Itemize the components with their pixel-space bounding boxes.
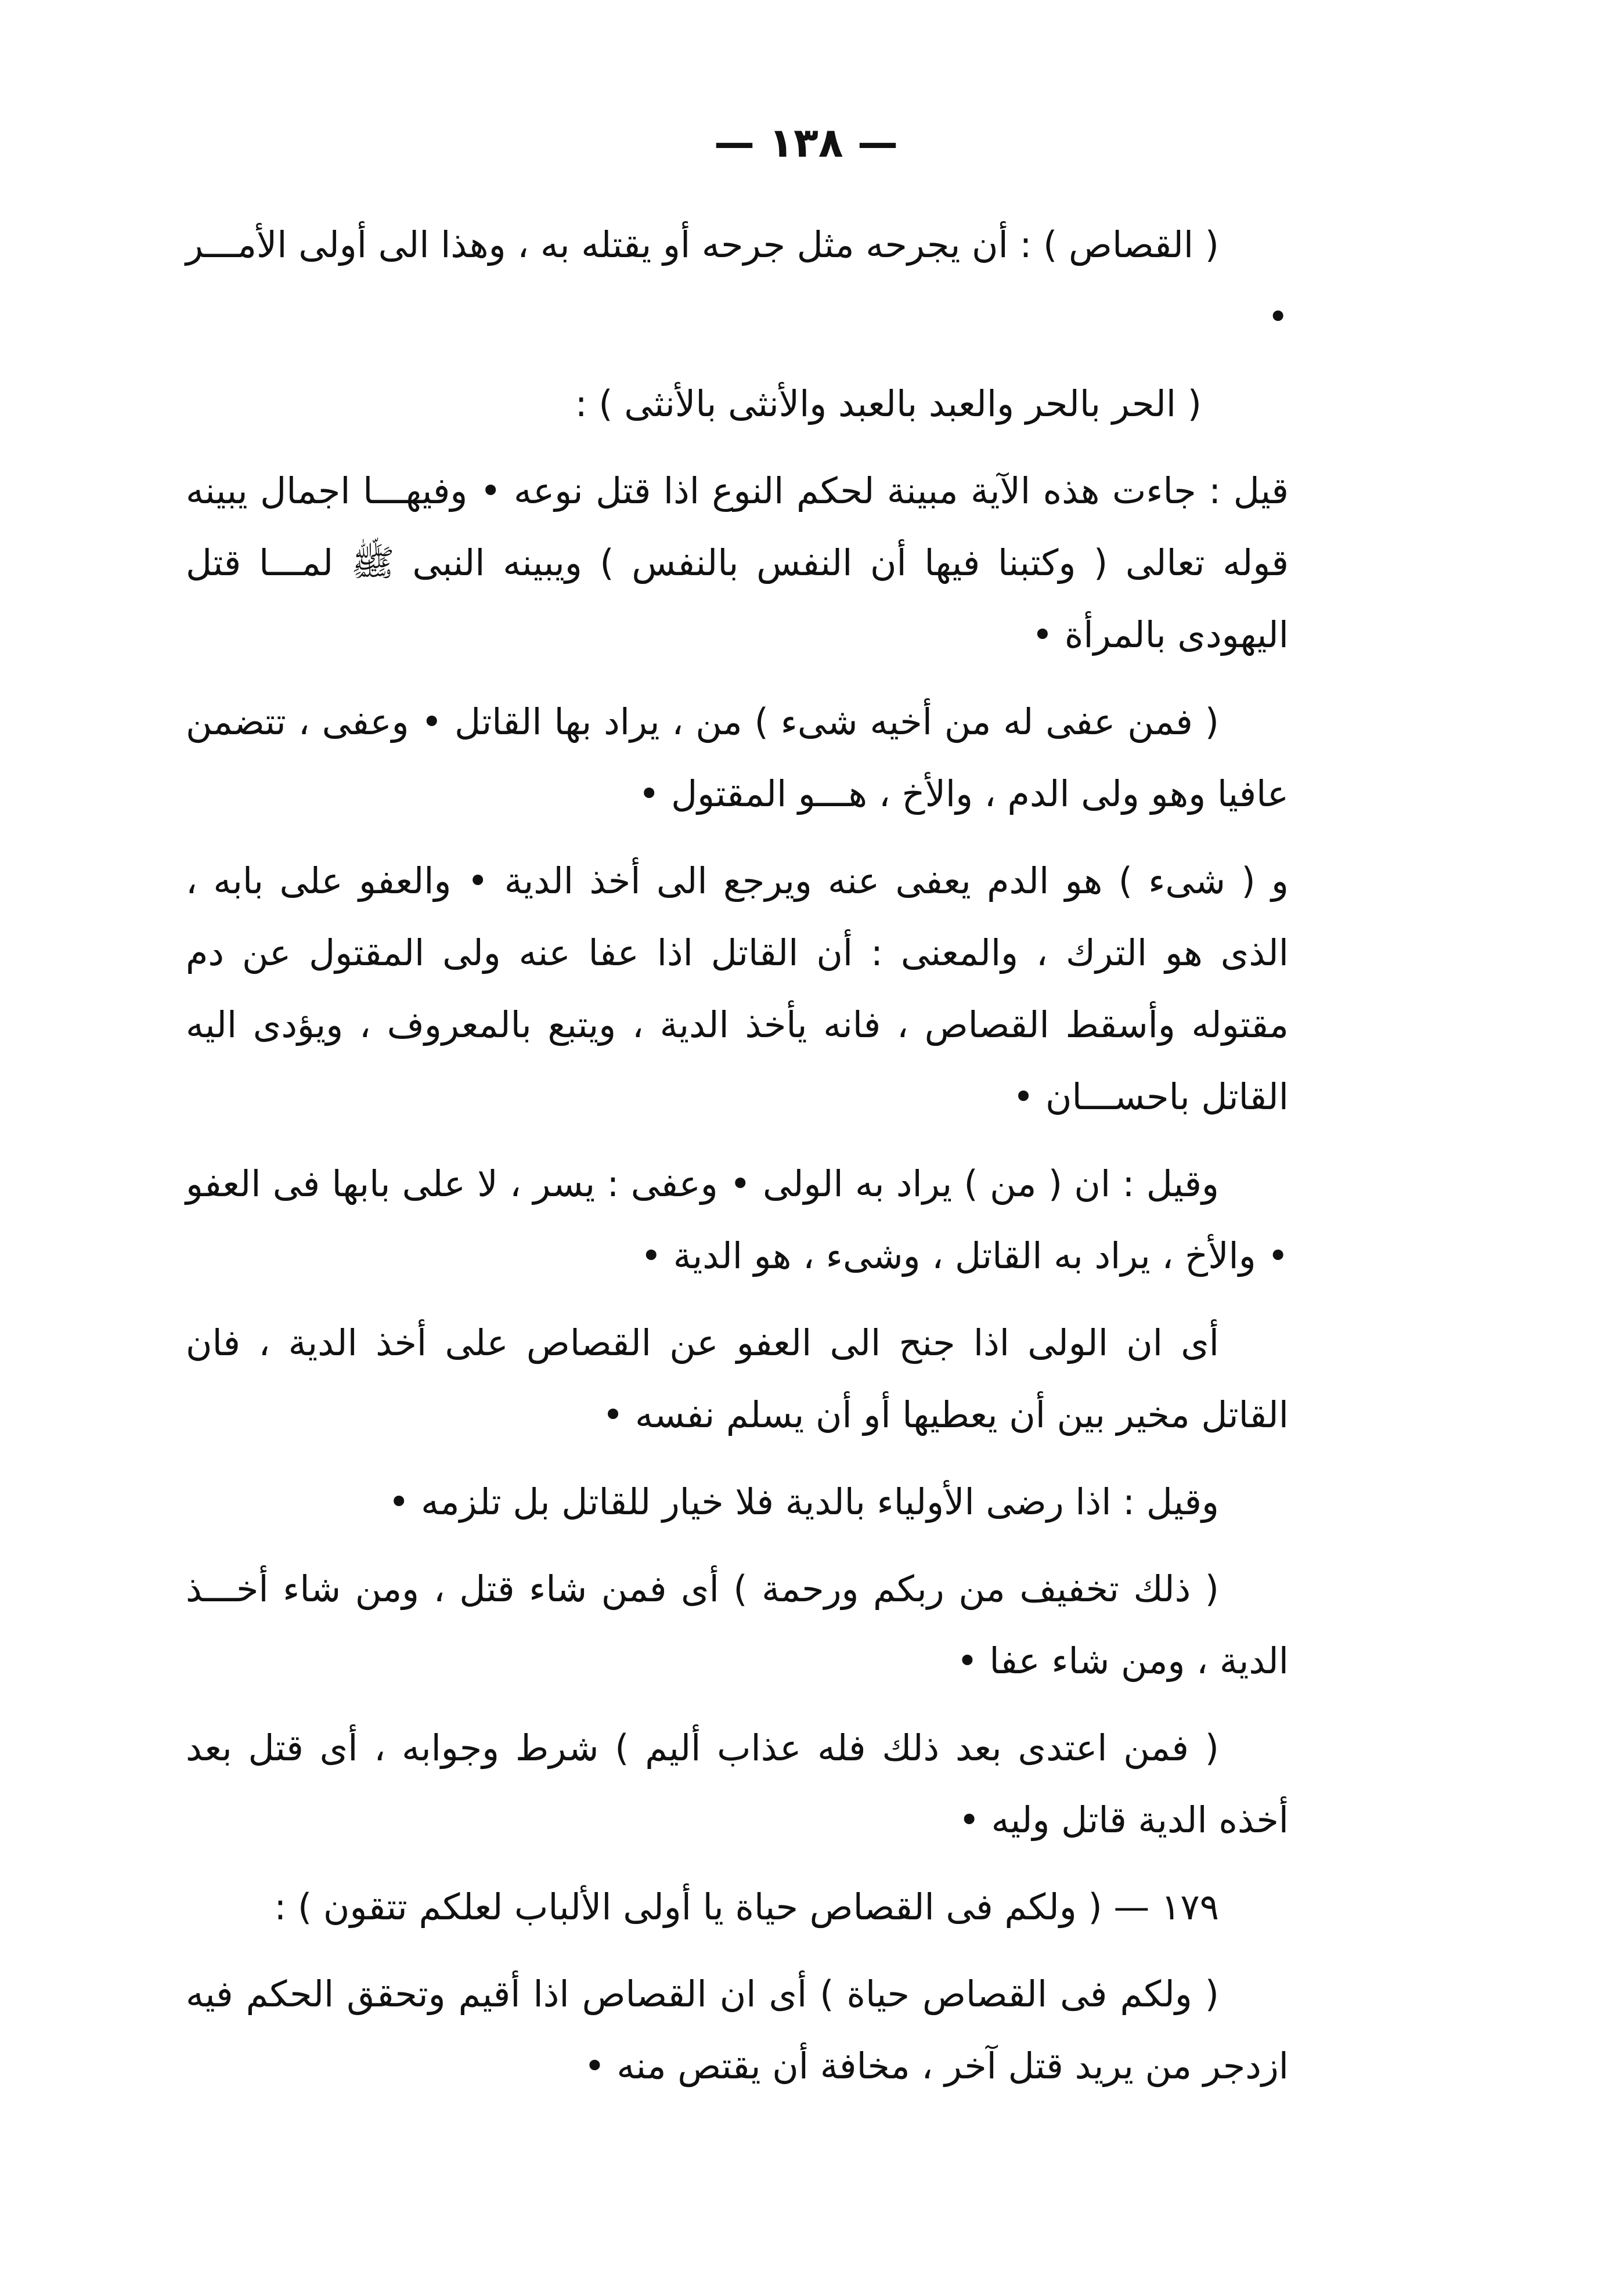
paragraph-qisas-definition: ( القصاص ) : أن يجرحه مثل جرحه أو يقتله به ، وهذا الى أولى الأمـــر •: [186, 223, 1289, 338]
paragraph-verse-explanation: قيل : جاءت هذه الآية مبينة لحكم النوع اذا قتل نوعه • وفيهـــا اجمال يبينه قوله تعالى ( وكتبنا فيها أن النفس بالنفس ) ويبينه النبى ﷺ لمـــا قتل اليهودى بالمرأة •: [186, 470, 1289, 656]
paragraph-verse-179: ١٧٩ — ( ولكم فى القصاص حياة يا أولى الألباب لعلكم تتقون ) :: [274, 1886, 1219, 1928]
paragraph-guardian-opinion: وقيل : ان ( من ) يراد به الولى • وعفى : يسر ، لا على بابها فى العفو • والأخ ، يراد به القاتل ، وشىء ، هو الدية •: [186, 1163, 1289, 1277]
paragraph-verse-free-slave: ( الحر بالحر والعبد بالعبد والأنثى بالأنثى ) :: [575, 382, 1202, 425]
paragraph-transgression-verse: ( فمن اعتدى بعد ذلك فله عذاب أليم ) شرط وجوابه ، أى قتل بعد أخذه الدية قاتل وليه •: [186, 1727, 1289, 1841]
paragraph-forgiveness: ( فمن عفى له من أخيه شىء ) من ، يراد بها القاتل • وعفى ، تتضمن عافيا وهو ولى الدم ، والأخ ، هـــو المقتول •: [186, 701, 1289, 815]
page-number: — ١٣٨ —: [714, 119, 898, 167]
paragraph-blood-money: و ( شىء ) هو الدم يعفى عنه ويرجع الى أخذ الدية • والعفو على بابه ، الذى هو الترك ، والمعنى : أن القاتل اذا عفا عنه ولى المقتول عن دم مقتوله وأسقط القصاص ، فانه يأخذ الدية ، ويتبع بالمعروف ، ويؤدى اليه القاتل باحســـان •: [186, 860, 1289, 1118]
page-text: [186, 209, 1289, 2117]
paragraph-mercy-verse: ( ذلك تخفيف من ربكم ورحمة ) أى فمن شاء قتل ، ومن شاء أخـــذ الدية ، ومن شاء عفا •: [186, 1568, 1289, 1682]
paragraph-life-in-qisas: ( ولكم فى القصاص حياة ) أى ان القصاص اذا أقيم وتحقق الحكم فيه ازدجر من يريد قتل آخر ، مخافة أن يقتص منه •: [186, 1973, 1289, 2087]
paragraph-killer-choice: أى ان الولى اذا جنح الى العفو عن القصاص على أخذ الدية ، فان القاتل مخير بين أن يعطيها أو أن يسلم نفسه •: [186, 1322, 1289, 1436]
paragraph-guardians-consent: وقيل : اذا رضى الأولياء بالدية فلا خيار للقاتل بل تلزمه •: [388, 1481, 1219, 1523]
